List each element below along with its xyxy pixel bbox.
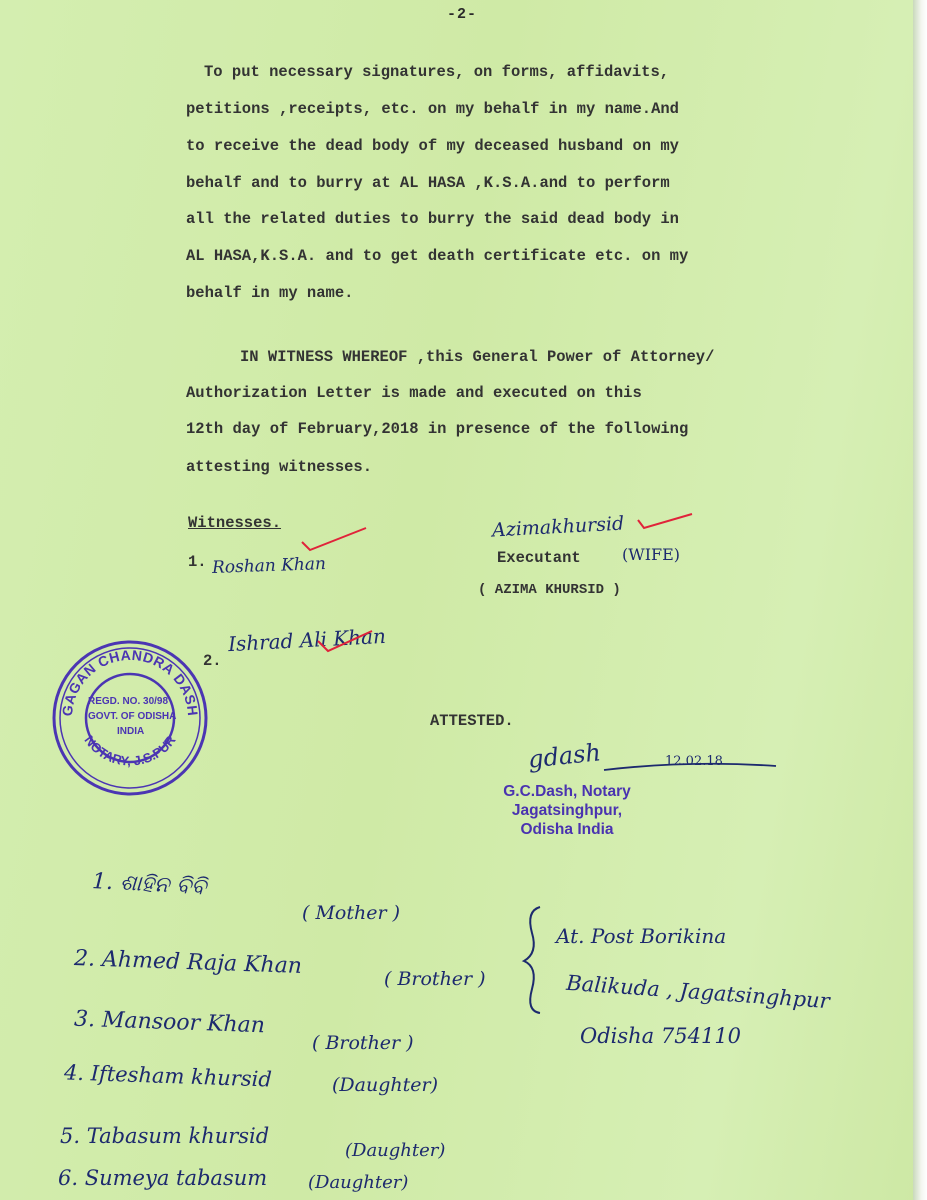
- page-number: -2-: [447, 6, 478, 23]
- notary-signature: gdash: [526, 738, 603, 774]
- witness-2-signature: Ishrad Ali Khan: [227, 623, 387, 657]
- body-line: behalf and to burry at AL HASA ,K.S.A.and to perform: [186, 174, 670, 192]
- witness-1-number: 1.: [188, 553, 207, 571]
- tick-mark: [636, 508, 696, 532]
- tick-mark: [300, 524, 370, 554]
- notary-block: [482, 782, 652, 839]
- witness-paragraph-line: 12th day of February,2018 in presence of the following: [186, 420, 689, 438]
- notary-date: 12.02.18: [665, 754, 723, 769]
- stamp-line-2: GOVT. OF ODISHA: [88, 711, 177, 722]
- family-item: 5. Tabasum khursid: [60, 1124, 270, 1148]
- executant-signature: Azimakhursid: [491, 512, 625, 542]
- executant-label: Executant: [497, 549, 581, 567]
- stamp-name: GAGAN CHANDRA DASH: [58, 646, 202, 717]
- tick-mark: [316, 625, 376, 655]
- family-item: 2. Ahmed Raja Khan: [73, 946, 303, 979]
- attested-label: ATTESTED.: [430, 712, 514, 730]
- witness-paragraph-line: IN WITNESS WHEREOF ,this General Power of Attorney/: [240, 348, 715, 366]
- stamp-line-3: INDIA: [117, 726, 145, 737]
- family-relation: ( Mother ): [302, 902, 400, 924]
- page-edge: [913, 0, 927, 1200]
- family-item: 1. ଶାହିନ ବିବି: [91, 869, 207, 900]
- family-relation: (Daughter): [332, 1074, 438, 1096]
- witnesses-heading: Witnesses.: [188, 514, 282, 532]
- witness-2-number: 2.: [203, 652, 222, 670]
- notary-strike-line: [600, 752, 780, 782]
- stamp-bottom: NOTARY, J.S.PUR: [81, 732, 179, 769]
- stamp-line-1: REGD. NO. 30/98: [88, 696, 169, 707]
- family-item: 3. Mansoor Khan: [73, 1006, 266, 1039]
- family-relation: (Daughter): [308, 1172, 409, 1193]
- body-line: AL HASA,K.S.A. and to get death certificate etc. on my: [186, 247, 689, 265]
- notary-stamp: [50, 638, 210, 798]
- family-item: 6. Sumeya tabasum: [58, 1166, 268, 1190]
- family-relation: ( Brother ): [312, 1032, 414, 1054]
- family-relation: ( Brother ): [384, 968, 486, 990]
- address-brace: [518, 905, 558, 1015]
- body-line: to receive the dead body of my deceased husband on my: [186, 137, 679, 155]
- witness-paragraph-line: attesting witnesses.: [186, 458, 373, 476]
- executant-note: (WIFE): [622, 545, 681, 564]
- executant-name: ( AZIMA KHURSID ): [478, 582, 621, 598]
- address-line: Odisha 754110: [580, 1024, 742, 1048]
- address-line: Balikuda , Jagatsinghpur: [565, 970, 831, 1014]
- notary-line: Odisha India: [520, 821, 614, 838]
- witness-1-signature: Roshan Khan: [211, 554, 327, 578]
- body-line: all the related duties to burry the said dead body in: [186, 210, 679, 228]
- address-line: At. Post Borikina: [556, 924, 727, 948]
- svg-text:NOTARY, J.S.PUR: [81, 732, 178, 768]
- notary-line: Jagatsinghpur,: [511, 802, 623, 819]
- witness-paragraph-line: Authorization Letter is made and executed on this: [186, 384, 642, 402]
- body-line: petitions ,receipts, etc. on my behalf in my name.And: [186, 100, 679, 118]
- body-line: To put necessary signatures, on forms, affidavits,: [204, 63, 670, 81]
- family-relation: (Daughter): [345, 1140, 446, 1161]
- body-line: behalf in my name.: [186, 284, 354, 302]
- family-item: 4. Iftesham khursid: [63, 1060, 273, 1092]
- notary-line: G.C.Dash, Notary: [503, 783, 631, 800]
